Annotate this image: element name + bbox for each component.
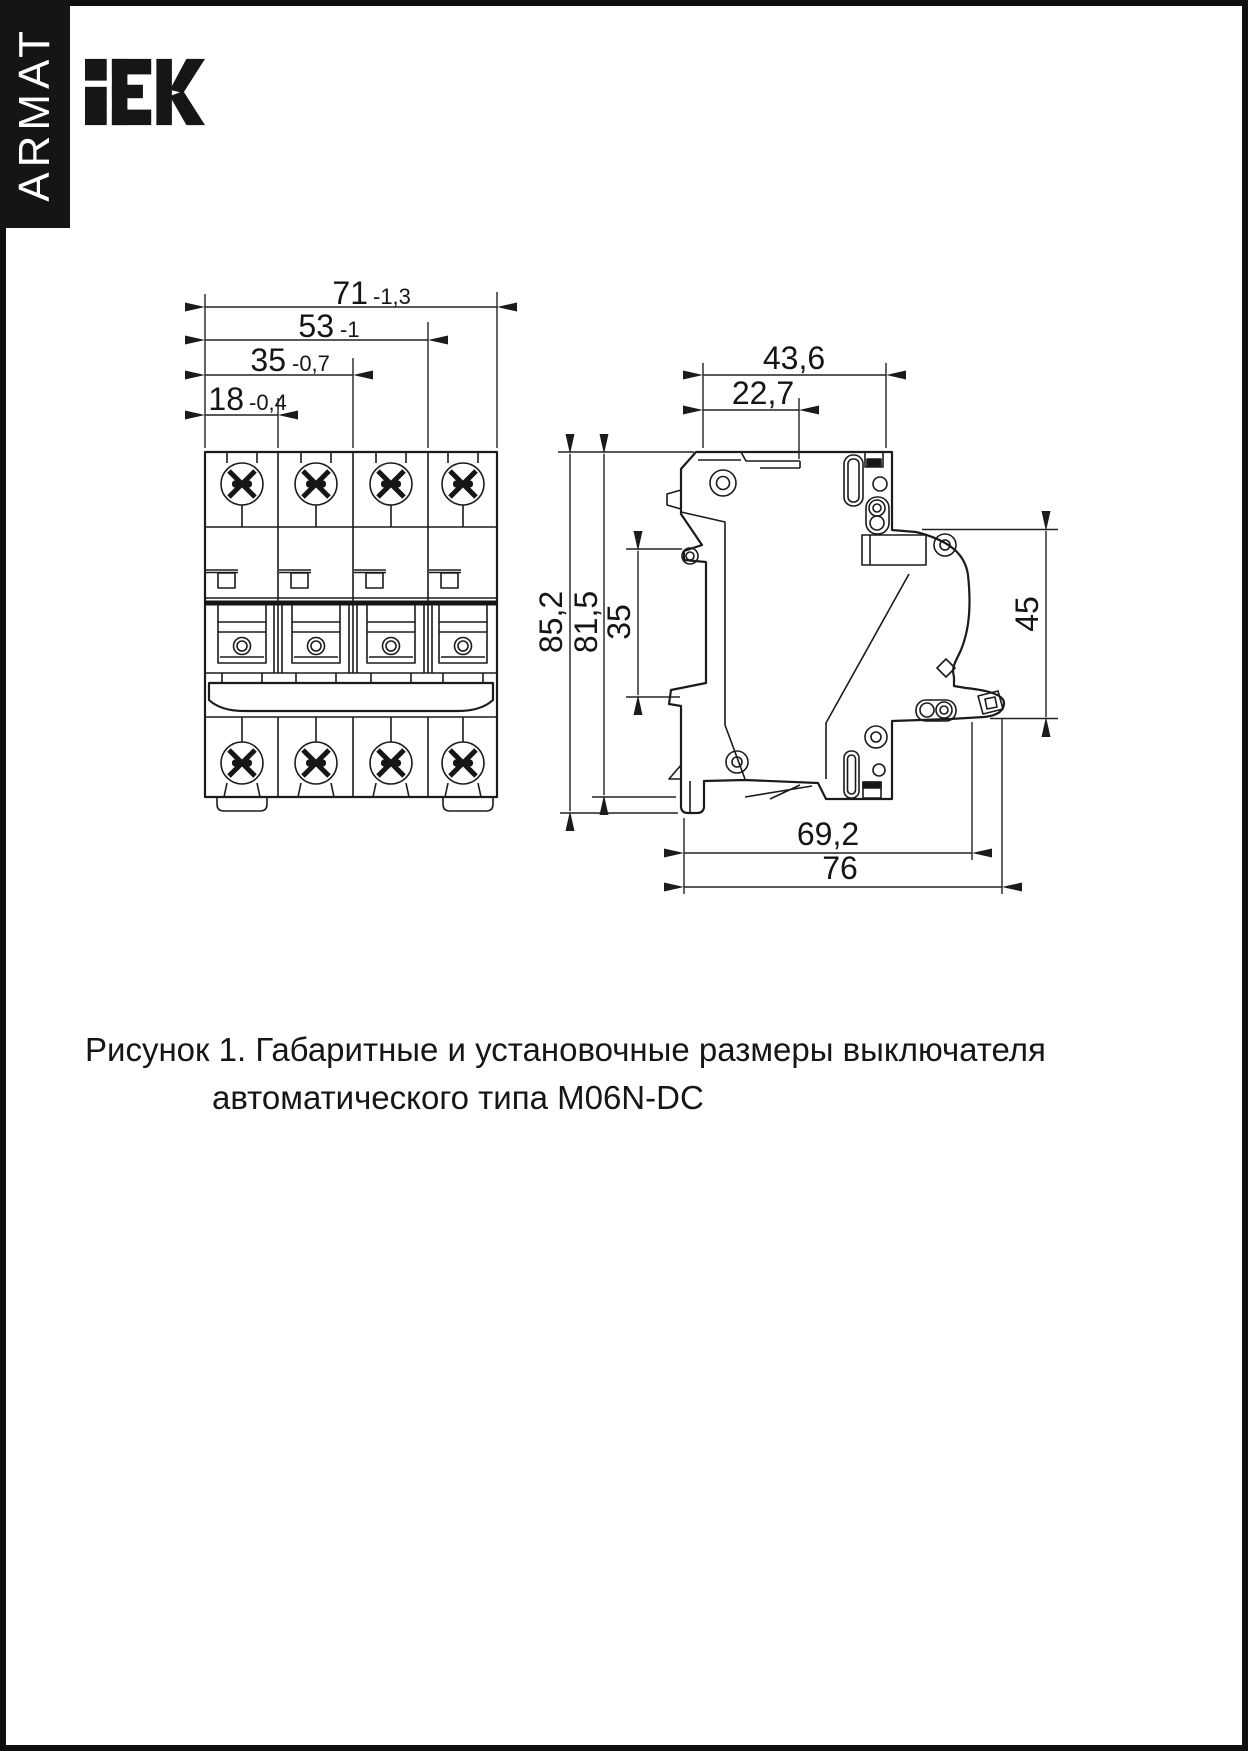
dim-35-tol: -0,7 [292, 351, 330, 376]
front-dimensions [205, 275, 497, 448]
dim-71: 71 [332, 275, 368, 311]
dim-69-2: 69,2 [796, 816, 860, 852]
figure-caption-line2: автоматического типа M06N-DC [212, 1079, 704, 1116]
dim-53: 53 [298, 308, 334, 344]
figure-caption [85, 1026, 1046, 1122]
dim-45: 45 [1009, 596, 1045, 632]
side-details [844, 452, 1003, 798]
front-view [205, 275, 497, 811]
figure-caption-line1: Рисунок 1. Габаритные и установочные размеры выключателя [85, 1031, 1046, 1068]
dim-71-tol: -1,3 [373, 284, 411, 309]
dim-76: 76 [822, 850, 858, 886]
armat-banner-label: ARMAT [10, 26, 59, 202]
side-rivets [682, 470, 956, 776]
dim-53-tol: -1 [340, 317, 360, 342]
dim-18: 18 [208, 381, 244, 417]
dim-22-7: 22,7 [731, 375, 795, 411]
dimension-drawing [140, 232, 1100, 922]
armat-banner [0, 0, 70, 228]
front-handle-bar [209, 683, 493, 711]
side-view [533, 340, 1058, 894]
dim-43-6: 43,6 [762, 340, 826, 376]
front-feet [217, 797, 493, 811]
dim-85-2: 85,2 [533, 590, 569, 654]
dim-18-tol: -0,4 [249, 390, 287, 415]
side-dimensions [533, 340, 1058, 894]
dim-81-5: 81,5 [568, 590, 604, 654]
dim-35: 35 [250, 342, 286, 378]
iek-logo [85, 58, 205, 126]
dim-35-rail: 35 [601, 604, 637, 640]
front-pole-tabs [206, 570, 461, 588]
